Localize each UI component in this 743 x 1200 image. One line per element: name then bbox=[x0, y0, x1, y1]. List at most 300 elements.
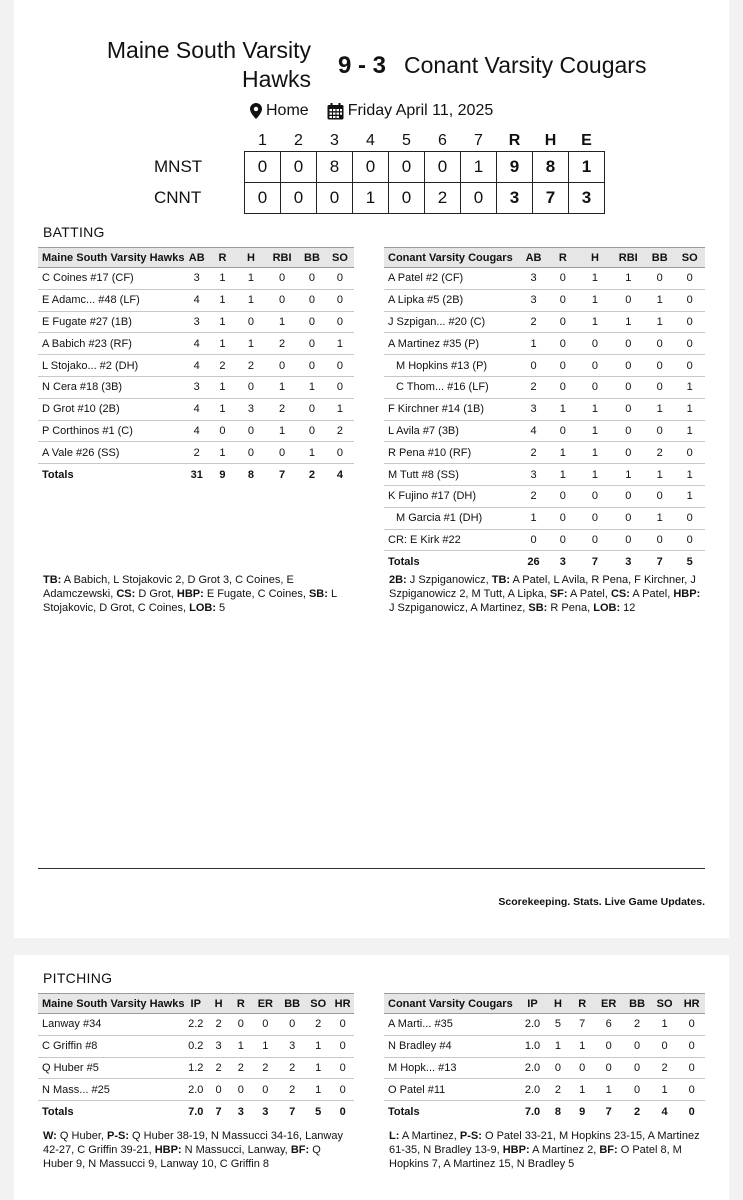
away-team-name: Conant Varsity Cougars bbox=[404, 52, 647, 78]
column-header: SO bbox=[651, 994, 679, 1014]
stat-cell: 0 bbox=[645, 268, 675, 290]
player-row bbox=[384, 1014, 705, 1036]
stat-cell: 0 bbox=[674, 268, 705, 290]
stat-cell: 2 bbox=[252, 1057, 280, 1079]
stat-note-text: L Stojakovic, D Grot, C Coines, bbox=[43, 588, 337, 614]
stat-cell: 0 bbox=[674, 311, 705, 333]
stat-cell: 1 bbox=[547, 464, 578, 486]
total-cell: 7 bbox=[289, 1105, 296, 1118]
stat-cell: 0 bbox=[678, 1014, 705, 1036]
column-header: BB bbox=[279, 994, 305, 1014]
stat-cell: 1 bbox=[645, 311, 675, 333]
inning-label: 5 bbox=[402, 131, 411, 149]
stat-cell: 1 bbox=[236, 289, 266, 311]
column-header: BB bbox=[645, 248, 675, 268]
stat-cell: 0 bbox=[326, 355, 354, 377]
stat-cell: 0 bbox=[298, 268, 326, 290]
player-row bbox=[38, 1035, 354, 1057]
linescore-header bbox=[152, 130, 605, 152]
player-name: A Martinez #35 (P) bbox=[384, 333, 520, 355]
inning-label: 2 bbox=[294, 131, 303, 149]
inning-score: 0 bbox=[317, 183, 353, 214]
team-abbr: CNNT bbox=[154, 188, 202, 207]
stat-cell: 1 bbox=[520, 333, 548, 355]
inning-score: 0 bbox=[245, 152, 281, 183]
column-header: RBI bbox=[612, 248, 645, 268]
stat-cell: 0 bbox=[578, 355, 611, 377]
stat-cell: 0 bbox=[547, 529, 578, 551]
pitching-section-title: PITCHING bbox=[43, 970, 113, 986]
player-row bbox=[38, 1057, 354, 1079]
totals-label: Totals bbox=[388, 555, 420, 568]
column-header: R bbox=[547, 248, 578, 268]
stat-cell: 0 bbox=[236, 311, 266, 333]
batting-section-title: BATTING bbox=[43, 224, 105, 240]
stat-cell: 1 bbox=[209, 442, 236, 464]
stat-cell: 2 bbox=[209, 355, 236, 377]
batting-table-home bbox=[38, 247, 354, 485]
stat-cell: 1 bbox=[520, 507, 548, 529]
pitching-notes-away bbox=[389, 1129, 705, 1171]
stat-cell: 1 bbox=[326, 333, 354, 355]
player-row bbox=[38, 333, 354, 355]
stat-note-text: D Grot, bbox=[135, 588, 177, 600]
stat-cell: 0 bbox=[645, 333, 675, 355]
pitching-table-home bbox=[38, 993, 354, 1122]
stat-note-label: 2B: bbox=[389, 574, 407, 586]
stat-cell: 2 bbox=[326, 420, 354, 442]
stat-note-label: LOB: bbox=[593, 602, 621, 614]
stat-cell: 0 bbox=[326, 311, 354, 333]
stat-cell: 7 bbox=[571, 1014, 594, 1036]
stat-cell: 4 bbox=[184, 333, 209, 355]
team-errors: 3 bbox=[569, 183, 605, 214]
stat-cell: 0 bbox=[547, 420, 578, 442]
stat-cell: 1 bbox=[651, 1014, 679, 1036]
team-name-header: Conant Varsity Cougars bbox=[384, 248, 520, 268]
inning-label: 6 bbox=[438, 131, 447, 149]
stat-cell: 1 bbox=[209, 289, 236, 311]
stat-cell: 0 bbox=[545, 1057, 570, 1079]
stat-cell: 0 bbox=[678, 1079, 705, 1101]
stat-cell: 2.0 bbox=[520, 1014, 546, 1036]
stats-header-row bbox=[384, 248, 705, 268]
total-cell: 7.0 bbox=[188, 1105, 204, 1118]
stat-cell: 0 bbox=[578, 376, 611, 398]
column-header: H bbox=[578, 248, 611, 268]
totals-row bbox=[384, 551, 705, 572]
totals-label: Totals bbox=[42, 1105, 74, 1118]
stat-cell: 0 bbox=[252, 1014, 280, 1036]
stat-cell: 3 bbox=[184, 268, 209, 290]
inning-score: 8 bbox=[317, 152, 353, 183]
player-name: K Fujino #17 (DH) bbox=[384, 485, 520, 507]
column-header: R bbox=[230, 994, 251, 1014]
stat-cell: 0 bbox=[612, 529, 645, 551]
stat-cell: 0 bbox=[578, 507, 611, 529]
stat-cell: 0 bbox=[236, 376, 266, 398]
stat-cell: 1 bbox=[209, 268, 236, 290]
stat-cell: 0 bbox=[612, 333, 645, 355]
stats-header-row bbox=[38, 248, 354, 268]
stat-cell: 1 bbox=[571, 1035, 594, 1057]
column-header: SO bbox=[674, 248, 705, 268]
stat-cell: 2 bbox=[207, 1057, 230, 1079]
total-cell: 0 bbox=[339, 1105, 346, 1118]
stat-cell: 2.0 bbox=[184, 1079, 207, 1101]
stat-cell: 0 bbox=[279, 1014, 305, 1036]
stat-cell: 2 bbox=[623, 1014, 651, 1036]
team-runs: 3 bbox=[497, 183, 533, 214]
stat-cell: 3 bbox=[236, 398, 266, 420]
stat-cell: 0 bbox=[623, 1057, 651, 1079]
player-row bbox=[384, 507, 705, 529]
inning-score: 0 bbox=[461, 183, 497, 214]
total-cell: 8 bbox=[247, 468, 255, 481]
player-name: R Pena #10 (RF) bbox=[384, 442, 520, 464]
stat-note-label: SB: bbox=[528, 602, 548, 614]
stat-cell: 0 bbox=[547, 485, 578, 507]
calendar-icon bbox=[327, 103, 344, 120]
stat-cell: 1 bbox=[645, 289, 675, 311]
stat-note-text: Q Huber, bbox=[56, 1130, 107, 1142]
inning-score: 0 bbox=[245, 183, 281, 214]
stat-note-label: SB: bbox=[308, 588, 328, 600]
stat-cell: 0 bbox=[520, 529, 548, 551]
column-header: H bbox=[207, 994, 230, 1014]
inning-label: 3 bbox=[330, 131, 339, 149]
stat-cell: 1 bbox=[209, 398, 236, 420]
stat-cell: 6 bbox=[594, 1014, 623, 1036]
stat-note-label: LOB: bbox=[189, 602, 216, 614]
total-cell: 3 bbox=[559, 555, 566, 568]
game-location: Home bbox=[266, 102, 309, 119]
total-cell: 2 bbox=[308, 468, 316, 481]
stat-cell: 1 bbox=[236, 333, 266, 355]
stat-cell: 0 bbox=[252, 1079, 280, 1101]
stat-cell: 1 bbox=[674, 420, 705, 442]
player-name: O Patel #11 bbox=[384, 1079, 520, 1101]
stat-note-text: Q Huber 9, N Massucci 9, Lanway 10, C Griffin 8 bbox=[43, 1144, 321, 1170]
player-name: M Hopkins #13 (P) bbox=[384, 355, 520, 377]
stat-note-label: HBP: bbox=[154, 1144, 182, 1156]
stat-cell: 1 bbox=[545, 1035, 570, 1057]
team-name-header: Maine South Varsity Hawks bbox=[38, 994, 184, 1014]
stat-cell: 2 bbox=[207, 1014, 230, 1036]
stat-cell: 0 bbox=[674, 529, 705, 551]
stat-cell: 1 bbox=[305, 1057, 331, 1079]
player-row bbox=[38, 376, 354, 398]
player-name: L Avila #7 (3B) bbox=[384, 420, 520, 442]
pitching-table-away bbox=[384, 993, 705, 1122]
stat-cell: 0 bbox=[236, 442, 266, 464]
stat-cell: 4 bbox=[184, 398, 209, 420]
stat-cell: 2 bbox=[266, 398, 298, 420]
team-name-header: Conant Varsity Cougars bbox=[384, 994, 520, 1014]
stat-cell: 0 bbox=[678, 1035, 705, 1057]
player-row bbox=[384, 333, 705, 355]
stat-cell: 0 bbox=[594, 1035, 623, 1057]
stat-cell: 1 bbox=[612, 268, 645, 290]
stat-note-label: BF: bbox=[290, 1144, 310, 1156]
column-header: IP bbox=[184, 994, 207, 1014]
inning-score: 0 bbox=[281, 152, 317, 183]
stat-cell: 3 bbox=[207, 1035, 230, 1057]
stat-cell: 1 bbox=[547, 442, 578, 464]
stat-cell: 0 bbox=[331, 1079, 354, 1101]
inning-score: 0 bbox=[389, 183, 425, 214]
player-row bbox=[38, 442, 354, 464]
stat-cell: 3 bbox=[279, 1035, 305, 1057]
stat-cell: 0 bbox=[547, 376, 578, 398]
stat-cell: 2 bbox=[236, 355, 266, 377]
stat-cell: 1 bbox=[674, 376, 705, 398]
total-cell: 5 bbox=[686, 555, 693, 568]
stat-cell: 0 bbox=[326, 268, 354, 290]
total-cell: 7 bbox=[605, 1105, 612, 1118]
totals-label: Totals bbox=[42, 468, 74, 481]
player-row bbox=[384, 442, 705, 464]
page-divider bbox=[38, 868, 705, 869]
player-name: N Bradley #4 bbox=[384, 1035, 520, 1057]
stat-cell: 2 bbox=[184, 442, 209, 464]
stat-cell: 0 bbox=[326, 442, 354, 464]
stat-cell: 0 bbox=[266, 355, 298, 377]
stat-note-text: O Patel 8, M Hopkins 7, A Martinez 15, N Bradley 5 bbox=[389, 1144, 682, 1170]
stat-cell: 0 bbox=[520, 355, 548, 377]
inning-score: 1 bbox=[461, 152, 497, 183]
stat-cell: 1 bbox=[305, 1035, 331, 1057]
stat-cell: 3 bbox=[520, 268, 548, 290]
batting-table-away bbox=[384, 247, 705, 572]
stat-cell: 1 bbox=[578, 268, 611, 290]
stat-cell: 4 bbox=[184, 420, 209, 442]
stat-cell: 1 bbox=[674, 464, 705, 486]
player-name: Lanway #34 bbox=[38, 1014, 184, 1036]
player-name: L Stojako... #2 (DH) bbox=[38, 355, 184, 377]
batting-notes-away bbox=[389, 573, 705, 615]
linescore-row-away bbox=[152, 183, 605, 214]
stat-cell: 0 bbox=[612, 289, 645, 311]
stat-cell: 0 bbox=[674, 333, 705, 355]
stat-cell: 1 bbox=[578, 464, 611, 486]
stat-note-text: Q Huber 38-19, N Massucci 34-16, Lanway 42-27, C Griffin 39-21, bbox=[43, 1130, 343, 1156]
stat-cell: 4 bbox=[520, 420, 548, 442]
stat-cell: 0 bbox=[645, 529, 675, 551]
stat-cell: 2 bbox=[520, 311, 548, 333]
stat-cell: 0 bbox=[612, 355, 645, 377]
stat-cell: 0 bbox=[331, 1035, 354, 1057]
totals-row bbox=[384, 1101, 705, 1122]
total-cell: 4 bbox=[336, 468, 344, 481]
total-cell: 8 bbox=[554, 1105, 561, 1118]
player-name: A Marti... #35 bbox=[384, 1014, 520, 1036]
player-name: A Vale #26 (SS) bbox=[38, 442, 184, 464]
stat-note-text: J Szpiganowicz, bbox=[406, 574, 492, 586]
stat-cell: 2 bbox=[520, 442, 548, 464]
stat-cell: 1 bbox=[236, 268, 266, 290]
total-cell: 4 bbox=[661, 1105, 668, 1118]
inning-label: 1 bbox=[258, 131, 267, 149]
stat-cell: 0 bbox=[266, 442, 298, 464]
stat-cell: 0 bbox=[547, 289, 578, 311]
player-row bbox=[384, 1057, 705, 1079]
stat-cell: 1 bbox=[266, 311, 298, 333]
stat-note-text: R Pena, bbox=[547, 602, 594, 614]
stat-note-text: O Patel 33-21, M Hopkins 23-15, A Martinez 61-35, N Bradley 13-9, bbox=[389, 1130, 700, 1156]
runs-label: R bbox=[508, 131, 521, 149]
stat-cell: 0 bbox=[331, 1014, 354, 1036]
stat-cell: 0 bbox=[547, 268, 578, 290]
stat-cell: 1 bbox=[209, 333, 236, 355]
player-row bbox=[38, 289, 354, 311]
player-row bbox=[384, 289, 705, 311]
stat-cell: 2 bbox=[305, 1014, 331, 1036]
stat-cell: 0 bbox=[623, 1079, 651, 1101]
stat-cell: 0 bbox=[674, 507, 705, 529]
stat-note-text: A Babich, L Stojakovic 2, D Grot 3, C Coines, E Adamczewski, bbox=[43, 574, 294, 600]
stat-cell: 5 bbox=[545, 1014, 570, 1036]
stat-cell: 0 bbox=[651, 1035, 679, 1057]
player-name: F Kirchner #14 (1B) bbox=[384, 398, 520, 420]
total-cell: 5 bbox=[315, 1105, 322, 1118]
pitching-notes-home bbox=[43, 1129, 348, 1171]
stat-note-label: W: bbox=[43, 1130, 57, 1142]
stat-cell: 0 bbox=[298, 420, 326, 442]
stat-note-label: TB: bbox=[43, 574, 62, 586]
stat-cell: 0 bbox=[236, 420, 266, 442]
total-cell: 3 bbox=[262, 1105, 269, 1118]
total-cell: 0 bbox=[688, 1105, 695, 1118]
stat-note-text: J Szpiganowicz, A Martinez, bbox=[389, 602, 529, 614]
stat-note-text: A Patel, bbox=[629, 588, 674, 600]
boxscore-page-2 bbox=[14, 955, 729, 1200]
stat-cell: 0 bbox=[326, 376, 354, 398]
stat-cell: 4 bbox=[184, 289, 209, 311]
stat-cell: 2 bbox=[230, 1057, 251, 1079]
column-header: R bbox=[571, 994, 594, 1014]
inning-label: 4 bbox=[366, 131, 375, 149]
player-row bbox=[384, 464, 705, 486]
stats-header-row bbox=[38, 994, 354, 1014]
stat-cell: 0 bbox=[645, 376, 675, 398]
inning-score: 0 bbox=[425, 152, 461, 183]
stat-cell: 0 bbox=[578, 529, 611, 551]
player-name: M Tutt #8 (SS) bbox=[384, 464, 520, 486]
hits-label: H bbox=[544, 131, 557, 149]
stat-cell: 1 bbox=[578, 442, 611, 464]
stat-cell: 0 bbox=[594, 1057, 623, 1079]
total-cell: 9 bbox=[219, 468, 226, 481]
stat-cell: 0.2 bbox=[184, 1035, 207, 1057]
stat-cell: 2.0 bbox=[520, 1057, 546, 1079]
final-score: 9 - 3 bbox=[337, 52, 387, 79]
player-row bbox=[384, 420, 705, 442]
column-header: ER bbox=[594, 994, 623, 1014]
stat-note-label: P-S: bbox=[459, 1130, 482, 1142]
player-row bbox=[384, 268, 705, 290]
total-cell: 7 bbox=[215, 1105, 222, 1118]
team-hits: 8 bbox=[533, 152, 569, 183]
stat-cell: 1 bbox=[674, 398, 705, 420]
stat-cell: 1 bbox=[266, 376, 298, 398]
player-name: E Fugate #27 (1B) bbox=[38, 311, 184, 333]
stat-cell: 0 bbox=[326, 289, 354, 311]
stat-cell: 2 bbox=[520, 485, 548, 507]
stat-cell: 0 bbox=[612, 442, 645, 464]
player-name: C Thom... #16 (LF) bbox=[384, 376, 520, 398]
player-name: M Garcia #1 (DH) bbox=[384, 507, 520, 529]
stat-cell: 2.2 bbox=[184, 1014, 207, 1036]
column-header: BB bbox=[623, 994, 651, 1014]
total-cell: 7 bbox=[278, 468, 286, 481]
team-errors: 1 bbox=[569, 152, 605, 183]
player-row bbox=[38, 1014, 354, 1036]
stat-cell: 2 bbox=[266, 333, 298, 355]
player-name: P Corthinos #1 (C) bbox=[38, 420, 184, 442]
stat-cell: 0 bbox=[331, 1057, 354, 1079]
stat-cell: 2.0 bbox=[520, 1079, 546, 1101]
stat-cell: 1.2 bbox=[184, 1057, 207, 1079]
player-name: J Szpigan... #20 (C) bbox=[384, 311, 520, 333]
stat-cell: 0 bbox=[298, 333, 326, 355]
stat-cell: 0 bbox=[209, 420, 236, 442]
stat-cell: 0 bbox=[298, 289, 326, 311]
player-name: C Coines #17 (CF) bbox=[38, 268, 184, 290]
stat-cell: 1 bbox=[571, 1079, 594, 1101]
stats-header-row bbox=[384, 994, 705, 1014]
stat-cell: 1 bbox=[594, 1079, 623, 1101]
stat-cell: 0 bbox=[612, 398, 645, 420]
column-header: SO bbox=[305, 994, 331, 1014]
stat-cell: 0 bbox=[623, 1035, 651, 1057]
player-name: A Babich #23 (RF) bbox=[38, 333, 184, 355]
total-cell: 9 bbox=[579, 1105, 586, 1118]
stat-cell: 0 bbox=[547, 333, 578, 355]
stat-cell: 1 bbox=[674, 485, 705, 507]
stat-cell: 0 bbox=[674, 355, 705, 377]
stat-cell: 0 bbox=[612, 420, 645, 442]
inning-label: 7 bbox=[474, 131, 483, 149]
stat-cell: 1 bbox=[266, 420, 298, 442]
totals-label: Totals bbox=[388, 1105, 420, 1118]
stat-cell: 0 bbox=[547, 311, 578, 333]
player-name: D Grot #10 (2B) bbox=[38, 398, 184, 420]
home-team-name: Maine South Varsity Hawks bbox=[106, 37, 311, 92]
stat-cell: 1 bbox=[651, 1079, 679, 1101]
game-date: Friday April 11, 2025 bbox=[347, 102, 494, 119]
stat-cell: 2 bbox=[545, 1079, 570, 1101]
player-row bbox=[384, 311, 705, 333]
player-name: N Cera #18 (3B) bbox=[38, 376, 184, 398]
stat-cell: 1 bbox=[578, 289, 611, 311]
player-row bbox=[384, 355, 705, 377]
column-header: RBI bbox=[266, 248, 298, 268]
player-row bbox=[384, 485, 705, 507]
team-runs: 9 bbox=[497, 152, 533, 183]
player-name: N Mass... #25 bbox=[38, 1079, 184, 1101]
team-name-header: Maine South Varsity Hawks bbox=[38, 248, 184, 268]
stat-cell: 0 bbox=[678, 1057, 705, 1079]
totals-row bbox=[38, 464, 354, 485]
stat-cell: 0 bbox=[266, 268, 298, 290]
stat-note-text: A Patel, bbox=[567, 588, 611, 600]
stat-note-text: A Patel, L Avila, R Pena, F Kirchner, J Szpiganowicz 2, M Tutt, A Lipka, bbox=[389, 574, 696, 600]
stat-cell: 1 bbox=[230, 1035, 251, 1057]
stat-cell: 2 bbox=[520, 376, 548, 398]
stat-note-text: A Martinez, bbox=[399, 1130, 460, 1142]
stat-cell: 4 bbox=[184, 355, 209, 377]
